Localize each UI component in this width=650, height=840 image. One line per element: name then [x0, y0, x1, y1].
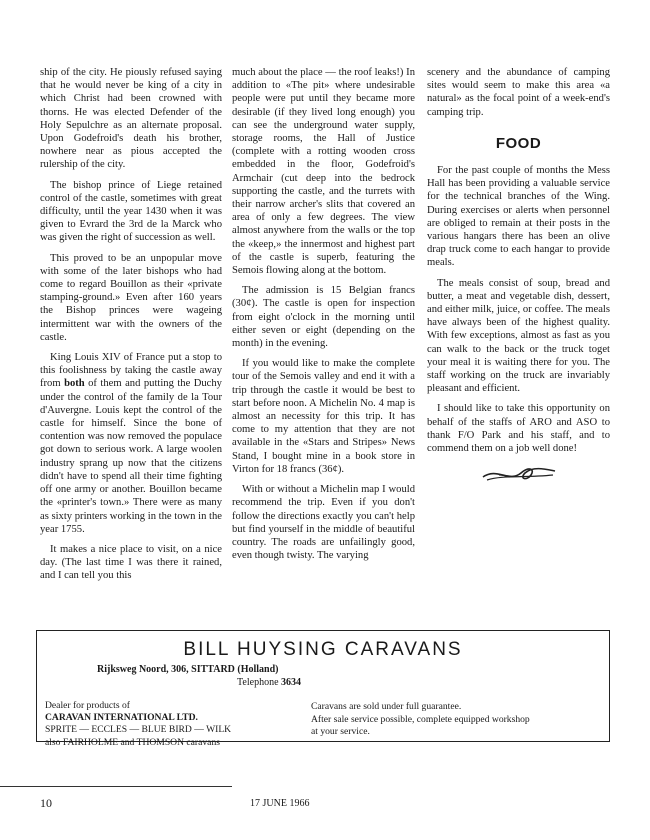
guarantee-line: Caravans are sold under full guarantee. [311, 701, 462, 712]
ad-title: BILL HUYSING CARAVANS [183, 639, 463, 660]
paragraph: ship of the city. He piously refused saying that he would never be king of a city in which Christ had been crowned with thorns. He was elected Defender of the Holy Sepulchre as an alternate proposal. Upon Godefroid's death his brother, nowhere near as pious accepted the rulership of the city. [40, 67, 222, 171]
model-list-extra: also FAIRHOLME and THOMSON caravans [45, 736, 220, 748]
model-list: SPRITE — ECCLES — BLUE BIRD — WILK [45, 724, 232, 736]
paragraph: The admission is 15 Belgian francs (30¢). The castle is open for inspection from eight o'clock in the morning until either seven or eight (depending on the month) in the evening. [232, 285, 415, 350]
paragraph: much about the place — the roof leaks!) In addition to «The pit» where undesirable people were put until they became more desirable (if they lived long enough) you can see the underground water supply, storage rooms, the Hall of Justice (complete with a rotting wooden cross embedded in the floor, Godefroid's Armchair (cut deep into the bedrock supporting the castle, and the turrets with their narrow archer's slits that covered an area of only a few degrees. The view almost anywhere from the walls or the top the «keep,» the innermost and highest part of the castle is superb, featuring the Semois flowing along at the bottom. [232, 67, 415, 277]
article-column-3 [427, 66, 610, 485]
dealer-line: Dealer for products of [45, 700, 130, 711]
paragraph: For the past couple of months the Mess Hall has been providing a valuable service for the technical branches of the Wing. During exercises or alerts when personnel are obliged to remain at their posts in the various hangars there has been an olive drap truck come to each hangar to provide meals. [427, 165, 610, 269]
paragraph: The meals consist of soup, bread and butter, a meat and vegetable dish, dessert, and either milk, juice, or coffee. The meals have always been of the highest quality. With few exceptions, almost as fast as you can walk to the back or the truck toget your meal it is waiting there for you. The staff working on the truck are invariably pleasant and efficient. [427, 277, 610, 395]
ad-address: Rijksweg Noord, 306, SITTARD (Holland) [97, 664, 279, 675]
article-column-1 [40, 66, 222, 590]
ad-service-info [311, 701, 530, 739]
issue-date: 17 JUNE 1966 [250, 798, 310, 809]
article-column-2 [232, 66, 415, 569]
service-line: at your service. [311, 726, 370, 738]
paragraph-text: of them and putting the Duchy under the control of the family de la Tour d'Auvergne. Louis kept the control of the castle for himself. Since the bone of contention was now removed the populace got down to serious work. A large woolen industry sprang up now that the citizens didn't have to spend all their time fighting off one army or another. Bouillon became the «printer's town.» There were as many as sixty printers working in the town in the year 1755. [40, 378, 222, 535]
service-line: After sale service possible, complete equipped workshop [311, 713, 530, 725]
advertisement-box [36, 630, 610, 748]
company-name: CARAVAN INTERNATIONAL LTD. [45, 712, 198, 724]
paragraph: The bishop prince of Liege retained control of the castle, sometimes with great difficulty, until the year 1430 when it was given to Evrard the 3rd de la Marck who was given the right of succession as well. [40, 179, 222, 244]
paragraph: scenery and the abundance of camping sites would seem to make this area «a natural» as the focal point of a week-end's camping trip. [427, 67, 610, 118]
paragraph [40, 351, 222, 536]
signature-flourish-icon [479, 463, 559, 485]
paragraph: If you would like to make the complete tour of the Semois valley and end it with a trip through the castle it would be best to start before noon. A Michelin No. 4 map is almost an necessity for this trip. It has come to my attention that they are not available in the «Stars and Stripes» News Stand, I bought mine in a book store in Virton for 18 francs (36¢). [232, 358, 415, 475]
ad-dealer-info [45, 700, 231, 749]
paragraph-text: King Louis XIV of France put a stop to this foolishness by taking the castle away from [40, 352, 222, 390]
footer-rule [0, 786, 232, 787]
telephone-label: Telephone [237, 677, 282, 688]
paragraph: It makes a nice place to visit, on a nice day. (The last time I was there it rained, and I can tell you this [40, 543, 222, 582]
paragraph: With or without a Michelin map I would recommend the trip. Even if you don't follow the directions exactly you can't help but find yourself in the middle of beautiful country. The roads are unfailingly good, even though twisty. The varying [232, 484, 415, 562]
ad-telephone [237, 677, 301, 688]
page-number: 10 [40, 796, 52, 810]
section-heading: FOOD [495, 134, 542, 152]
telephone-number: 3634 [281, 677, 302, 688]
paragraph: This proved to be an unpopular move with some of the later bishops who had come to regard Bouillon as their «private stamping-ground.» Even after 160 years the Bishop princes were wageing intermittent war with the owners of the castle. [40, 252, 222, 343]
paragraph: I should like to take this opportunity on behalf of the staffs of ARO and ASO to thank F/O Park and his staff, and to commend them on a job well done! [427, 403, 610, 455]
emphasis-text: both [64, 378, 85, 390]
